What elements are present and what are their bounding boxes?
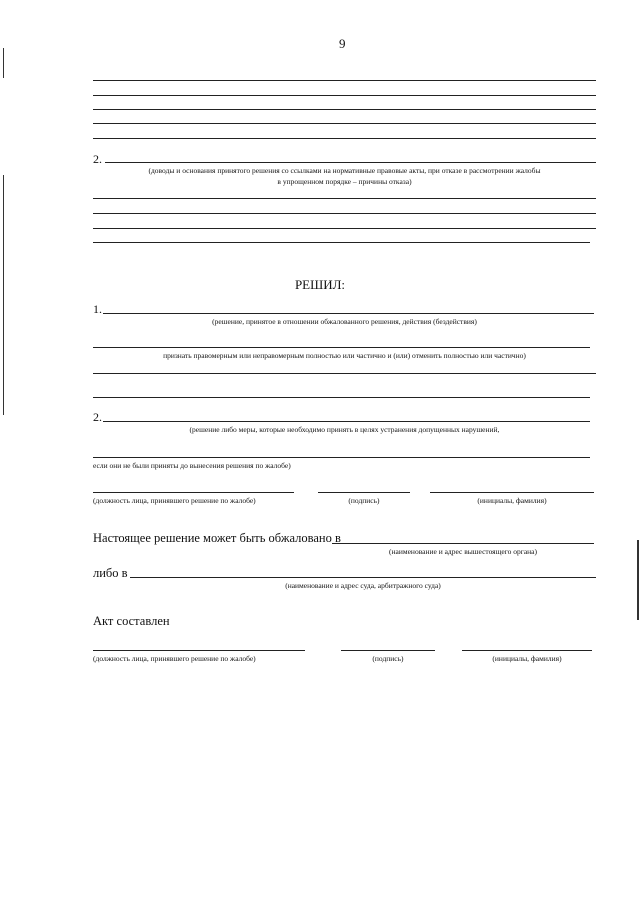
fill-line: [93, 457, 590, 458]
fill-line: [93, 213, 596, 214]
scan-edge-mark: [3, 175, 4, 415]
signature-caption: (подпись): [348, 496, 380, 505]
court-caption: (наименование и адрес суда, арбитражного суда): [285, 581, 441, 590]
signature-fill-line: [341, 650, 435, 651]
scan-edge-mark: [3, 48, 4, 78]
act-text: Акт составлен: [93, 614, 170, 628]
act-signature-caption: (подпись): [372, 654, 404, 663]
position-fill-line: [93, 650, 305, 651]
fill-line: [93, 397, 590, 398]
appeal-text: Настоящее решение может быть обжаловано в: [93, 531, 341, 545]
fill-line: [93, 109, 596, 110]
position-caption: (должность лица, принявшего решение по жалобе): [93, 496, 256, 505]
page-number: 9: [339, 36, 346, 51]
appeal-caption: (наименование и адрес вышестоящего органа): [389, 547, 537, 556]
decided-heading: РЕШИЛ:: [294, 277, 346, 292]
name-fill-line: [462, 650, 592, 651]
or-text: либо в: [93, 566, 128, 580]
name-fill-line: [430, 492, 594, 493]
item-number: 1.: [93, 302, 102, 316]
item-number: 2.: [93, 410, 102, 424]
court-fill-line: [130, 577, 596, 578]
decision-fill-line: [103, 313, 594, 314]
scan-edge-mark: [637, 540, 639, 620]
measures-caption: (решение либо меры, которые необходимо принять в целях устранения допущенных нарушений,: [189, 425, 500, 434]
fill-line: [93, 138, 596, 139]
fill-line: [93, 95, 596, 96]
fill-line: [93, 242, 590, 243]
signature-fill-line: [318, 492, 410, 493]
fill-line: [93, 373, 596, 374]
act-name-caption: (инициалы, фамилия): [492, 654, 562, 663]
name-caption: (инициалы, фамилия): [477, 496, 547, 505]
fill-line: [93, 123, 596, 124]
fill-line: [93, 228, 596, 229]
decision-caption: (решение, принятое в отношении обжалованного решения, действия (бездействия): [212, 317, 477, 326]
measures-fill-line: [103, 421, 590, 422]
reasons-caption: (доводы и основания принятого решения со ссылками на нормативные правовые акты, при отказе в рассмотрении жалобы: [148, 166, 541, 175]
item-number: 2.: [93, 152, 102, 166]
reasons-caption-2: в упрощенном порядке – причины отказа): [277, 177, 412, 186]
fill-line: [93, 80, 596, 81]
measures-caption-2: если они не были приняты до вынесения решения по жалобе): [93, 461, 291, 470]
appeal-fill-line: [332, 543, 594, 544]
position-fill-line: [93, 492, 294, 493]
decision-caption-2: признать правомерным или неправомерным полностью или частично и (или) отменить полностью или частично): [163, 351, 526, 360]
act-position-caption: (должность лица, принявшего решение по жалобе): [93, 654, 256, 663]
reasons-fill-line: [105, 162, 596, 163]
fill-line: [93, 198, 596, 199]
fill-line: [93, 347, 590, 348]
